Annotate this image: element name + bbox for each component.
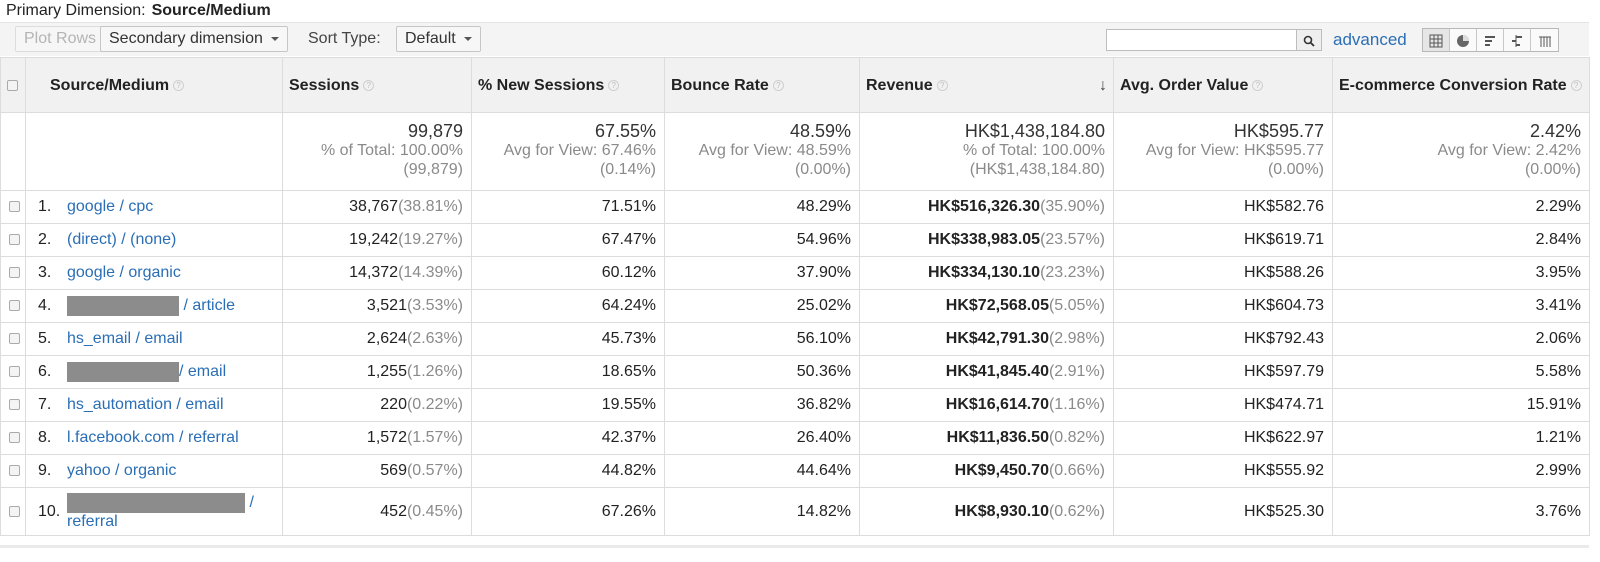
redacted-source — [67, 296, 179, 316]
avg-order-value: HK$622.97 — [1114, 422, 1333, 455]
source-link[interactable]: google / cpc — [67, 198, 154, 215]
sessions-value: 220 — [380, 396, 407, 413]
col-header-revenue[interactable]: Revenue ? ↓ — [860, 58, 1114, 113]
revenue-value: HK$72,568.05 — [945, 297, 1049, 314]
sessions-value: 38,767 — [349, 198, 399, 215]
bounce-rate-value: 50.36% — [665, 356, 860, 389]
avg-order-value: HK$555.92 — [1114, 455, 1333, 488]
help-icon[interactable]: ? — [173, 80, 184, 91]
row-checkbox[interactable] — [9, 267, 20, 278]
row-checkbox[interactable] — [9, 234, 20, 245]
primary-dimension-label: Primary Dimension: — [6, 2, 146, 19]
row-index: 8. — [38, 429, 52, 446]
total-revenue: HK$1,438,184.80 % of Total: 100.00% (HK$1,438,184.80) — [860, 113, 1114, 191]
revenue-percent: (2.91%) — [1048, 363, 1105, 380]
revenue-percent: (35.90%) — [1040, 198, 1105, 215]
row-checkbox[interactable] — [9, 432, 20, 443]
source-link[interactable]: google / organic — [67, 264, 181, 281]
row-checkbox[interactable] — [9, 333, 20, 344]
search-button[interactable] — [1296, 29, 1322, 51]
table-bottom-border — [0, 545, 1589, 548]
sort-type-dropdown[interactable] — [396, 26, 481, 52]
bounce-rate-value: 44.64% — [665, 455, 860, 488]
conversion-rate-value: 5.58% — [1333, 356, 1590, 389]
sessions-value: 452 — [380, 502, 407, 520]
secondary-dimension-label: Secondary dimension — [109, 30, 263, 47]
help-icon[interactable]: ? — [608, 80, 619, 91]
help-icon[interactable]: ? — [363, 80, 374, 91]
sessions-percent: (3.53%) — [406, 297, 463, 314]
sessions-percent: (19.27%) — [398, 231, 463, 248]
table-row — [1, 455, 1590, 488]
source-link[interactable]: / article — [67, 297, 235, 314]
row-index: 2. — [38, 231, 52, 248]
revenue-value: HK$9,450.70 — [954, 462, 1049, 479]
avg-order-value: HK$582.76 — [1114, 191, 1333, 224]
total-conversion-rate: 2.42% Avg for View: 2.42% (0.00%) — [1333, 113, 1590, 191]
pie-view-icon[interactable] — [1450, 29, 1477, 51]
bounce-rate-value: 36.82% — [665, 389, 860, 422]
col-header-source-medium[interactable]: Source/Medium ? — [26, 58, 283, 113]
row-checkbox[interactable] — [9, 399, 20, 410]
sessions-value: 569 — [380, 462, 407, 479]
col-header-conversion-rate[interactable]: E-commerce Conversion Rate ? — [1333, 58, 1590, 113]
bounce-rate-value: 56.10% — [665, 323, 860, 356]
bounce-rate-value: 26.40% — [665, 422, 860, 455]
revenue-percent: (0.62%) — [1048, 502, 1105, 520]
avg-order-value: HK$792.43 — [1114, 323, 1333, 356]
sessions-value: 19,242 — [349, 231, 399, 248]
revenue-percent: (23.23%) — [1040, 264, 1105, 281]
sessions-value: 14,372 — [349, 264, 399, 281]
avg-order-value: HK$619.71 — [1114, 224, 1333, 257]
row-index: 10. — [38, 502, 61, 520]
sessions-value: 3,521 — [366, 297, 407, 314]
source-link[interactable]: l.facebook.com / referral — [67, 429, 239, 446]
select-all-checkbox[interactable] — [7, 80, 18, 91]
help-icon[interactable]: ? — [1571, 80, 1582, 91]
help-icon[interactable]: ? — [937, 80, 948, 91]
bounce-rate-value: 37.90% — [665, 257, 860, 290]
sessions-percent: (0.57%) — [406, 462, 463, 479]
revenue-percent: (1.16%) — [1048, 396, 1105, 413]
sessions-percent: (2.63%) — [406, 330, 463, 347]
table-view-icon[interactable] — [1423, 29, 1450, 51]
avg-order-value: HK$597.79 — [1114, 356, 1333, 389]
bounce-rate-value: 14.82% — [665, 488, 860, 536]
total-new-sessions: 67.55% Avg for View: 67.46% (0.14%) — [472, 113, 665, 191]
avg-order-value: HK$525.30 — [1114, 488, 1333, 536]
col-header-bounce-rate[interactable]: Bounce Rate ? — [665, 58, 860, 113]
row-checkbox[interactable] — [9, 465, 20, 476]
revenue-value: HK$16,614.70 — [945, 396, 1049, 413]
view-toggle-group — [1422, 28, 1559, 52]
row-index: 4. — [38, 297, 52, 315]
source-link[interactable]: (direct) / (none) — [67, 231, 177, 248]
sessions-percent: (0.22%) — [406, 396, 463, 413]
totals-row — [1, 113, 1590, 191]
performance-view-icon[interactable] — [1477, 29, 1504, 51]
new-sessions-value: 64.24% — [472, 290, 665, 323]
row-checkbox[interactable] — [9, 201, 20, 212]
table-row — [1, 488, 1590, 536]
table-row — [1, 191, 1590, 224]
new-sessions-value: 19.55% — [472, 389, 665, 422]
revenue-value: HK$334,130.10 — [927, 264, 1041, 281]
revenue-value: HK$41,845.40 — [945, 363, 1049, 380]
new-sessions-value: 60.12% — [472, 257, 665, 290]
row-checkbox[interactable] — [9, 366, 20, 377]
new-sessions-value: 45.73% — [472, 323, 665, 356]
advanced-filter-link[interactable]: advanced — [1333, 30, 1407, 49]
revenue-value: HK$338,983.05 — [927, 231, 1041, 248]
sessions-percent: (14.39%) — [398, 264, 463, 281]
table-row — [1, 224, 1590, 257]
table-row — [1, 389, 1590, 422]
bounce-rate-value: 25.02% — [665, 290, 860, 323]
secondary-dimension-dropdown[interactable] — [100, 26, 288, 52]
table-row — [1, 323, 1590, 356]
plot-rows-button[interactable]: Plot Rows — [15, 26, 105, 52]
sessions-percent: (0.45%) — [406, 502, 463, 520]
totals-label-cell — [26, 113, 283, 191]
revenue-value: HK$42,791.30 — [945, 330, 1049, 347]
sessions-percent: (1.57%) — [406, 429, 463, 446]
conversion-rate-value: 2.99% — [1333, 455, 1590, 488]
primary-dimension — [6, 1, 271, 21]
row-index: 5. — [38, 330, 52, 347]
table-search-input[interactable] — [1106, 29, 1296, 51]
revenue-percent: (2.98%) — [1048, 330, 1105, 347]
sort-type-value: Default — [405, 30, 456, 47]
source-link[interactable]: / email — [67, 363, 226, 380]
sort-descending-icon: ↓ — [1099, 76, 1107, 94]
row-checkbox[interactable] — [9, 506, 20, 517]
revenue-value: HK$11,836.50 — [946, 429, 1049, 446]
col-header-avg-order-value[interactable]: Avg. Order Value ? — [1114, 58, 1333, 113]
new-sessions-value: 42.37% — [472, 422, 665, 455]
sessions-value: 1,572 — [366, 429, 407, 446]
row-checkbox[interactable] — [9, 300, 20, 311]
conversion-rate-value: 2.06% — [1333, 323, 1590, 356]
help-icon[interactable]: ? — [1252, 80, 1263, 91]
source-link[interactable]: / referral — [67, 493, 254, 530]
new-sessions-value: 44.82% — [472, 455, 665, 488]
row-index: 1. — [38, 198, 52, 215]
sort-type-label: Sort Type: — [308, 30, 381, 47]
sessions-percent: (1.26%) — [406, 363, 463, 380]
pivot-view-icon[interactable] — [1531, 29, 1558, 51]
help-icon[interactable]: ? — [773, 80, 784, 91]
sessions-percent: (38.81%) — [398, 198, 463, 215]
source-link[interactable]: yahoo / organic — [67, 462, 177, 479]
total-avg-order-value: HK$595.77 Avg for View: HK$595.77 (0.00%) — [1114, 113, 1333, 191]
conversion-rate-value: 2.29% — [1333, 191, 1590, 224]
conversion-rate-value: 1.21% — [1333, 422, 1590, 455]
row-index: 9. — [38, 462, 52, 479]
sessions-value: 2,624 — [366, 330, 407, 347]
conversion-rate-value: 3.95% — [1333, 257, 1590, 290]
new-sessions-value: 67.47% — [472, 224, 665, 257]
conversion-rate-value: 15.91% — [1333, 389, 1590, 422]
report-table — [0, 57, 1590, 536]
new-sessions-value: 67.26% — [472, 488, 665, 536]
revenue-value: HK$516,326.30 — [927, 198, 1041, 215]
revenue-percent: (0.66%) — [1048, 462, 1105, 479]
search-icon — [1303, 35, 1315, 47]
conversion-rate-value: 3.41% — [1333, 290, 1590, 323]
report-toolbar — [0, 22, 1589, 56]
row-index: 3. — [38, 264, 52, 281]
row-index: 6. — [38, 363, 52, 381]
totals-cb-cell — [1, 113, 26, 191]
new-sessions-value: 18.65% — [472, 356, 665, 389]
avg-order-value: HK$474.71 — [1114, 389, 1333, 422]
conversion-rate-value: 2.84% — [1333, 224, 1590, 257]
source-link[interactable]: hs_automation / email — [67, 396, 224, 413]
total-bounce-rate: 48.59% Avg for View: 48.59% (0.00%) — [665, 113, 860, 191]
revenue-percent: (0.82%) — [1048, 429, 1105, 446]
comparison-view-icon[interactable] — [1504, 29, 1531, 51]
total-sessions: 99,879 % of Total: 100.00% (99,879) — [283, 113, 472, 191]
table-row — [1, 356, 1590, 389]
row-index: 7. — [38, 396, 52, 413]
avg-order-value: HK$604.73 — [1114, 290, 1333, 323]
table-header-row — [1, 58, 1590, 113]
chevron-down-icon — [464, 37, 472, 41]
sessions-value: 1,255 — [366, 363, 407, 380]
revenue-value: HK$8,930.10 — [954, 502, 1049, 520]
conversion-rate-value: 3.76% — [1333, 488, 1590, 536]
redacted-source — [67, 493, 245, 513]
bounce-rate-value: 54.96% — [665, 224, 860, 257]
table-row — [1, 422, 1590, 455]
chevron-down-icon — [271, 37, 279, 41]
col-header-new-sessions[interactable]: % New Sessions ? — [472, 58, 665, 113]
col-header-sessions[interactable]: Sessions ? — [283, 58, 472, 113]
avg-order-value: HK$588.26 — [1114, 257, 1333, 290]
primary-dimension-value[interactable]: Source/Medium — [151, 2, 271, 19]
revenue-percent: (5.05%) — [1048, 297, 1105, 314]
revenue-percent: (23.57%) — [1040, 231, 1105, 248]
source-link[interactable]: hs_email / email — [67, 330, 183, 347]
new-sessions-value: 71.51% — [472, 191, 665, 224]
table-row — [1, 257, 1590, 290]
bounce-rate-value: 48.29% — [665, 191, 860, 224]
select-all-cell — [1, 58, 26, 113]
table-row — [1, 290, 1590, 323]
redacted-source — [67, 362, 179, 382]
